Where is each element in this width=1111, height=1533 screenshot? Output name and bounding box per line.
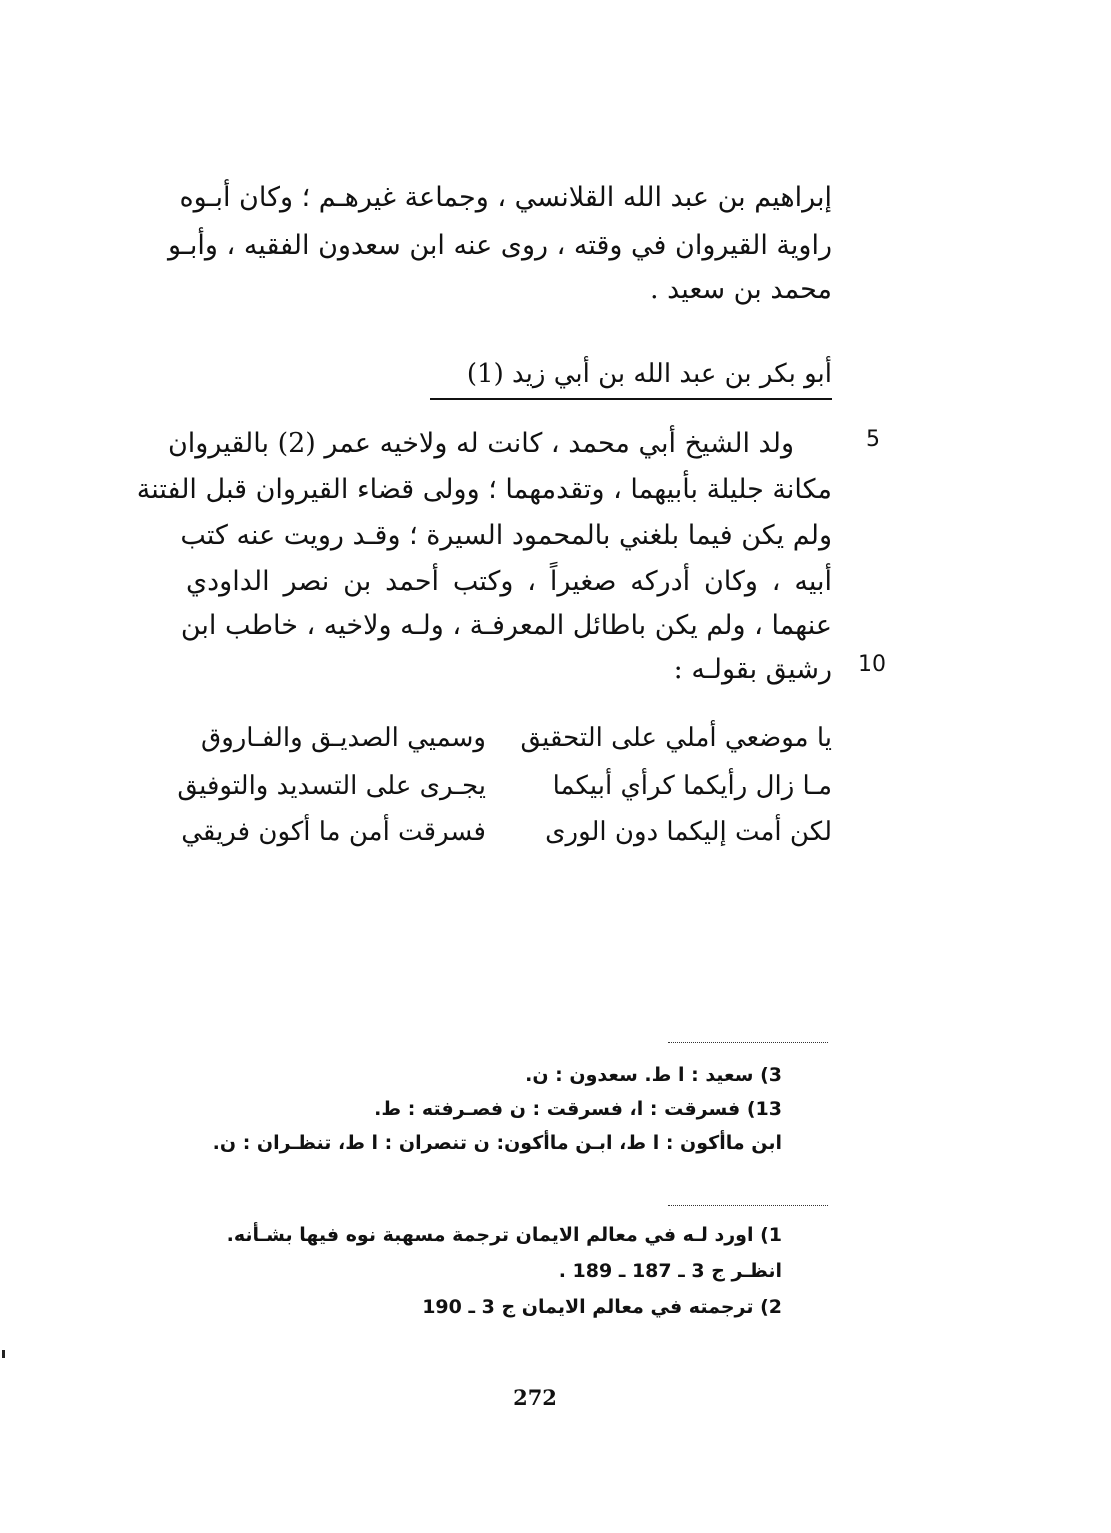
- footnote-1: 1) اورد لـه في معالم الايمان ترجمة مسهبة نوه فيها بشـأنه.: [226, 1224, 782, 1246]
- verse-3-first-hemistich: لكن أمت إليكما دون الورى: [545, 817, 832, 847]
- top-paragraph-line-3: محمد بن سعيد .: [649, 274, 832, 305]
- line-number-10: 10: [858, 652, 886, 677]
- variant-line-1: 3) سعيد : ا ط. سعدون : ن.: [525, 1064, 782, 1086]
- main-paragraph-line-3: ولم يكن فيما بلغني بالمحمود السيرة ؛ وقـد رويت عنه كتب: [180, 520, 832, 551]
- verse-1-second-hemistich: وسميي الصديـق والفـاروق: [201, 723, 486, 753]
- verse-2-second-hemistich: يجـرى على التسديد والتوفيق: [177, 771, 486, 801]
- verse-1-first-hemistich: يا موضعي أملي على التحقيق: [520, 723, 832, 753]
- top-paragraph-line-1: إبراهيم بن عبد الله القلانسي ، وجماعة غيرهـم ؛ وكان أبـوه: [179, 182, 832, 213]
- main-paragraph-line-5: عنهما ، ولم يكن باطائل المعرفـة ، ولـه ولاخيه ، خاطب ابن: [180, 610, 832, 641]
- verse-2-first-hemistich: مـا زال رأيكما كرأي أبيكما: [552, 771, 832, 801]
- top-paragraph-line-2: راوية القيروان في وقته ، روى عنه ابن سعدون الفقيه ، وأبـو: [168, 230, 832, 261]
- main-paragraph-line-2: مكانة جليلة بأبيهما ، وتقدمهما ؛ وولى قضاء القيروان قبل الفتنة: [136, 474, 832, 505]
- footnote-1-continuation: انظـر ج 3 ـ 187 ـ 189 .: [558, 1260, 782, 1282]
- main-paragraph-line-4: أبيه ، وكان أدركه صغيراً ، وكتب أحمد بن نصر الداودي: [186, 566, 832, 597]
- variants-separator: [668, 1042, 828, 1043]
- line-number-5: 5: [866, 427, 880, 452]
- scan-edge-mark: [2, 1350, 5, 1358]
- variant-line-2: 13) فسرقت : ا، فسرقت : ن فصـرفته : ط.: [374, 1098, 782, 1120]
- main-paragraph-line-6: رشيق بقولـه :: [673, 654, 832, 685]
- heading-underline: [430, 398, 832, 400]
- section-heading: أبو بكر بن عبد الله بن أبي زيد (1): [466, 359, 832, 389]
- footnotes-separator: [668, 1205, 828, 1206]
- main-paragraph-line-1: ولد الشيخ أبي محمد ، كانت له ولاخيه عمر (2) بالقيروان: [167, 428, 794, 459]
- variant-line-3: ابن ماأكون : ا ط، ابـن ماأكون: ن تنصران : ا ط، تنظـران : ن.: [212, 1132, 782, 1154]
- footnote-2: 2) ترجمته في معالم الايمان ج 3 ـ 190: [422, 1296, 782, 1318]
- page-number: 272: [513, 1385, 557, 1410]
- verse-3-second-hemistich: فسرقت أمن ما أكون فريقي: [181, 817, 486, 847]
